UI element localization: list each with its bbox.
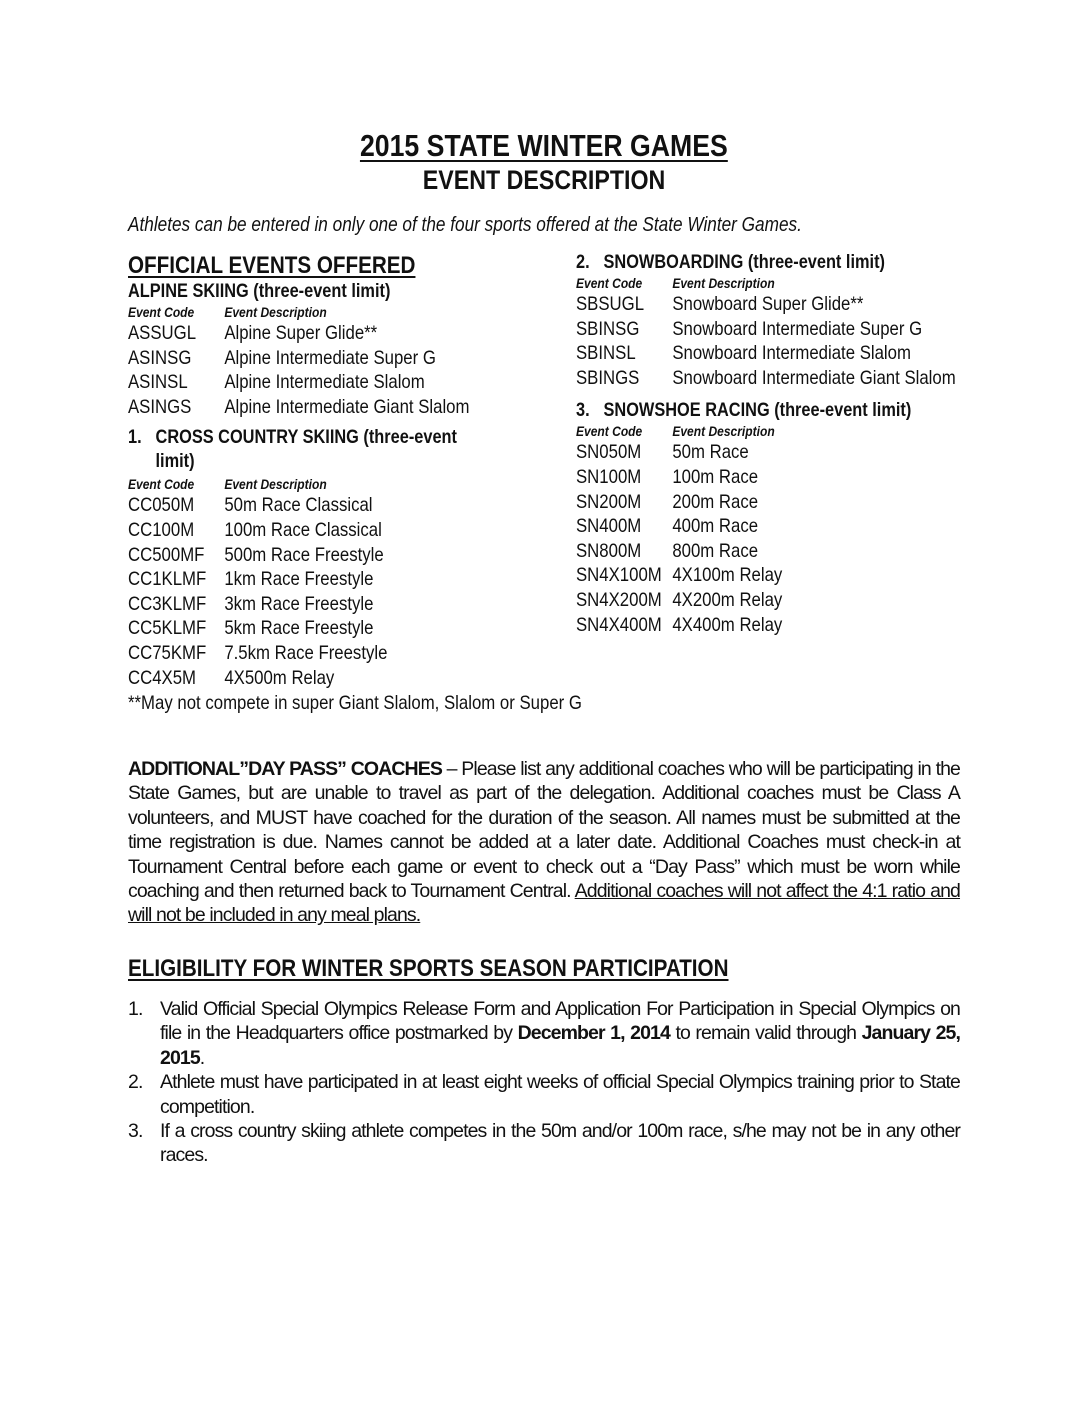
item-text-part: Valid Official Special Olympics Release Form and Application For Participation in Special Olympics on file in the Headquarters office postmarked by bbox=[160, 998, 960, 1045]
event-description: Snowboard Super Glide** bbox=[672, 293, 864, 315]
cross-country-heading-cont bbox=[128, 451, 506, 475]
event-row bbox=[128, 346, 506, 371]
event-code: CC75KMF bbox=[128, 641, 207, 664]
alpine-event-list bbox=[128, 321, 506, 419]
event-row bbox=[128, 666, 506, 691]
event-row bbox=[128, 543, 506, 568]
event-row bbox=[128, 321, 506, 346]
event-description: 100m Race bbox=[672, 465, 759, 488]
event-code: SN400M bbox=[576, 515, 642, 538]
document-title bbox=[0, 128, 1088, 164]
day-pass-paragraph bbox=[128, 757, 960, 928]
event-code: ASINSG bbox=[128, 346, 192, 369]
event-code: CC100M bbox=[128, 518, 195, 541]
col-event-description: Event Description bbox=[672, 423, 775, 440]
event-code: CC4X5M bbox=[128, 666, 197, 689]
day-pass-heading: ADDITIONAL”DAY PASS” COACHES bbox=[128, 758, 442, 780]
eligibility-heading-text: ELIGIBILITY FOR WINTER SPORTS SEASON PARTICIPATION bbox=[128, 955, 729, 982]
event-code: SBSUGL bbox=[576, 293, 645, 315]
snowboarding-event-list bbox=[576, 292, 956, 390]
event-code: SBINSG bbox=[576, 317, 640, 340]
cross-country-title-line1: CROSS COUNTRY SKIING (three-event bbox=[155, 427, 457, 449]
event-description: 5km Race Freestyle bbox=[224, 617, 374, 640]
cross-country-heading bbox=[128, 427, 506, 451]
event-code: ASINGS bbox=[128, 395, 192, 418]
event-row bbox=[576, 292, 937, 317]
intro-text bbox=[128, 214, 912, 237]
event-row bbox=[576, 341, 937, 366]
event-row bbox=[128, 592, 506, 617]
event-code: CC500MF bbox=[128, 543, 205, 566]
event-code: SBINGS bbox=[576, 366, 640, 389]
col-event-code: Event Code bbox=[128, 476, 195, 493]
event-row bbox=[128, 641, 506, 666]
item-text-part: to remain valid through bbox=[669, 1022, 862, 1045]
event-row bbox=[576, 465, 937, 490]
event-description: 1km Race Freestyle bbox=[224, 568, 374, 591]
footnote: **May not compete in super Giant Slalom, Slalom or Super G bbox=[128, 692, 582, 715]
event-code: SN4X100M bbox=[576, 564, 662, 587]
event-code: SN200M bbox=[576, 490, 642, 513]
document-subtitle-text: EVENT DESCRIPTION bbox=[422, 165, 666, 195]
event-description: 50m Race Classical bbox=[224, 494, 373, 517]
event-description: 4X400m Relay bbox=[672, 613, 783, 636]
event-description: 800m Race bbox=[672, 539, 759, 562]
event-code: ASSUGL bbox=[128, 322, 197, 344]
item-text: Athlete must have participated in at least eight weeks of official Special Olympics training prior to State competition. bbox=[160, 1071, 960, 1118]
valid-through-date: January 25, 2015 bbox=[160, 1022, 961, 1069]
event-description: 4X100m Relay bbox=[672, 564, 783, 587]
snowboarding-title: SNOWBOARDING (three-event limit) bbox=[603, 252, 885, 273]
event-row bbox=[576, 613, 937, 638]
eligibility-item bbox=[128, 997, 960, 1070]
col-event-code: Event Code bbox=[576, 275, 643, 291]
snowshoe-title: SNOWSHOE RACING (three-event limit) bbox=[603, 400, 912, 422]
event-code: SN800M bbox=[576, 539, 642, 562]
event-row bbox=[128, 370, 506, 395]
alpine-table-header bbox=[128, 303, 506, 321]
official-events-heading: OFFICIAL EVENTS OFFERED bbox=[128, 252, 416, 279]
document-title-text: 2015 STATE WINTER GAMES bbox=[360, 128, 728, 163]
event-description: 400m Race bbox=[672, 515, 759, 538]
item-text-part: . bbox=[199, 1046, 205, 1069]
event-row bbox=[576, 563, 937, 588]
intro-line: Athletes can be entered in only one of the four sports offered at the State Winter Games. bbox=[128, 214, 802, 236]
item-number: 3. bbox=[128, 1120, 143, 1143]
snowboarding-table-header bbox=[576, 274, 937, 292]
event-row bbox=[128, 518, 506, 543]
event-row bbox=[576, 588, 937, 613]
event-row bbox=[128, 493, 506, 518]
event-code: SN100M bbox=[576, 465, 642, 488]
eligibility-item bbox=[128, 1119, 960, 1168]
event-row bbox=[576, 539, 937, 564]
event-description: 7.5km Race Freestyle bbox=[224, 641, 388, 664]
snowboarding-heading bbox=[576, 252, 937, 274]
event-description: 3km Race Freestyle bbox=[224, 592, 374, 615]
event-row bbox=[576, 514, 937, 539]
eligibility-list bbox=[128, 997, 960, 1168]
item-number: 1. bbox=[128, 998, 143, 1020]
day-pass-note: Additional coaches will not affect the 4:1 ratio and will not be included in any meal plans. bbox=[128, 880, 961, 927]
eligibility-item bbox=[128, 1070, 960, 1119]
event-code: CC1KLMF bbox=[128, 568, 207, 591]
item-text bbox=[160, 997, 960, 1070]
event-code: SN050M bbox=[576, 441, 642, 464]
event-description: Alpine Intermediate Giant Slalom bbox=[224, 395, 470, 418]
event-description: 100m Race Classical bbox=[224, 518, 382, 541]
event-code: CC5KLMF bbox=[128, 617, 207, 640]
event-code: CC050M bbox=[128, 494, 195, 517]
event-code: ASINSL bbox=[128, 371, 188, 394]
event-description: 200m Race bbox=[672, 490, 759, 513]
event-description: Snowboard Intermediate Slalom bbox=[672, 342, 911, 365]
section-number: 1. bbox=[128, 427, 142, 449]
event-description: 500m Race Freestyle bbox=[224, 543, 384, 566]
snowshoe-heading bbox=[576, 400, 937, 422]
col-event-code: Event Code bbox=[128, 304, 195, 320]
day-pass-body: – Please list any additional coaches who will be participating in the State Games, but are unable to travel as part of the delegation. Additional coaches must be Class A volunteers, and MUST have coached for the duration of the season. All names must be submitted at the time registration is due. Names cannot be added at a later date. Additional Coaches must check-in at Tournament Central before each game or event to check out a “Day Pass” which must be worn while coaching and then returned back to Tournament Central. bbox=[128, 758, 960, 903]
event-description: Alpine Intermediate Super G bbox=[224, 346, 436, 369]
cross-country-event-list bbox=[128, 493, 506, 690]
event-description: Snowboard Intermediate Giant Slalom bbox=[672, 366, 956, 389]
event-row bbox=[576, 490, 937, 515]
cross-country-title-line2: limit) bbox=[155, 451, 195, 473]
event-row bbox=[128, 616, 506, 641]
event-description: 50m Race bbox=[672, 441, 749, 464]
cross-country-table-header bbox=[128, 475, 506, 493]
event-row bbox=[128, 567, 506, 592]
event-code: SBINSL bbox=[576, 342, 636, 365]
eligibility-heading bbox=[128, 955, 826, 983]
right-column bbox=[576, 252, 996, 637]
deadline-date: December 1, 2014 bbox=[517, 1022, 670, 1045]
event-description: 4X200m Relay bbox=[672, 588, 783, 611]
item-number: 2. bbox=[128, 1071, 143, 1094]
event-description: Alpine Intermediate Slalom bbox=[224, 371, 425, 394]
col-event-description: Event Description bbox=[224, 304, 327, 320]
section-number: 2. bbox=[576, 252, 590, 273]
item-text: If a cross country skiing athlete competes in the 50m and/or 100m race, s/he may not be in any other races. bbox=[160, 1120, 960, 1167]
event-description: Snowboard Intermediate Super G bbox=[672, 317, 923, 340]
document-subtitle bbox=[0, 165, 1088, 196]
snowshoe-event-list bbox=[576, 440, 937, 637]
col-event-description: Event Description bbox=[672, 275, 775, 291]
left-column bbox=[128, 252, 582, 715]
event-row bbox=[576, 317, 937, 342]
alpine-skiing-heading: ALPINE SKIING (three-event limit) bbox=[128, 281, 391, 302]
snowshoe-table-header bbox=[576, 422, 937, 440]
col-event-description: Event Description bbox=[224, 476, 327, 493]
event-code: CC3KLMF bbox=[128, 592, 207, 615]
section-number: 3. bbox=[576, 400, 590, 422]
event-row bbox=[128, 395, 506, 420]
event-row bbox=[576, 366, 956, 391]
event-code: SN4X200M bbox=[576, 588, 662, 611]
col-event-code: Event Code bbox=[576, 423, 643, 440]
event-description: 4X500m Relay bbox=[224, 666, 335, 689]
event-row bbox=[576, 440, 937, 465]
event-description: Alpine Super Glide** bbox=[224, 322, 378, 344]
event-code: SN4X400M bbox=[576, 613, 662, 636]
